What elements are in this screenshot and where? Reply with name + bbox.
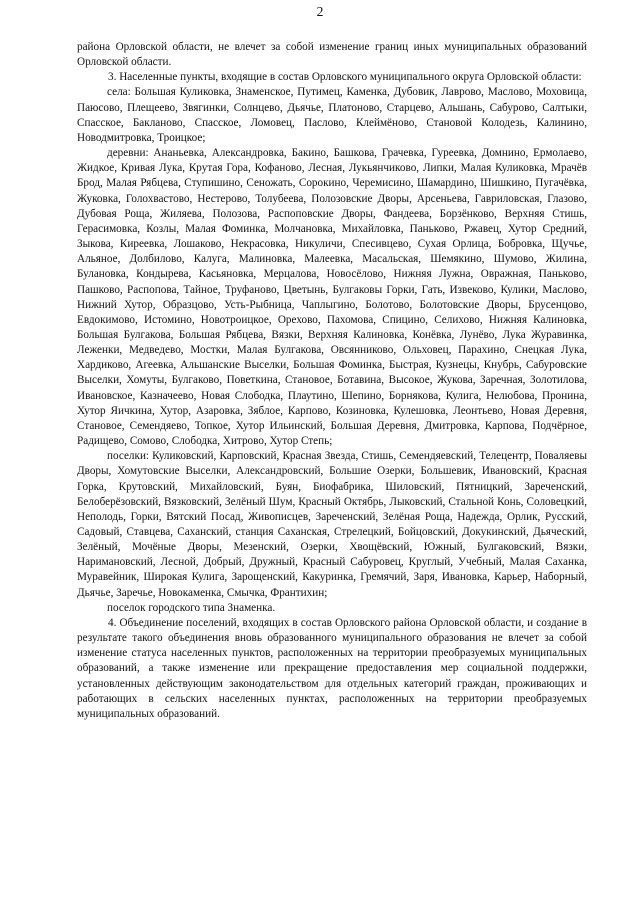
paragraph-3-heading: 3. Населенные пункты, входящие в состав Орловского муниципального округа Орловской области: [108, 71, 582, 84]
document-body [77, 40, 587, 722]
villages-selo-list: села: Большая Куликовка, Знаменское, Путимец, Каменка, Дубовик, Лаврово, Маслово, Моховица, Паюсово, Плещеево, Звягинки, Солнцево, Дьячье, Платоново, Старцево, Альшань, Сабурово, Салтыки, Спасское, Бакланово, Спасское, Ломовец, Пaслово, Клеймёново, Становой Колодезь, Калинино, Новодмитровка, Троицкое; [77, 86, 587, 144]
paragraph-4: 4. Объединение поселений, входящих в состав Орловского района Орловской области, и создание в результате такого объединения вновь образованного муниципального образования не влечет за собой изменение статуса населенных пунктов, расположенных на территории преобразуемых муниципальных образований, а также изменение или прекращение предоставления мер социальной поддержки, установленных действующим законодательством для отдельных категорий граждан, проживающих и работающих в сельских населенных пунктах, расположенных на территории преобразуемых муниципальных образований. [77, 616, 587, 720]
page-number: 2 [316, 4, 324, 19]
urban-settlement-line: поселок городского типа Знаменка. [107, 601, 276, 614]
settlements-poselki-list: поселки: Куликовский, Карповский, Красная Звезда, Стишь, Семендяевский, Телецентр, Поваляевы Дворы, Хомутовские Выселки, Александровский, Большие Озерки, Большевик, Ивановский, Красная Горка, Крутовский, Михайловский, Буян, Биофабрика, Шиловский, Пятницкий, Зареченский, Белоберёзовский, Вязковский, Зелёный Шум, Красный Октябрь, Лыковский, Стальной Конь, Соловецкий, Неполодь, Горки, Вятский Посад, Живописцев, Зареченский, Зелёная Роща, Надежда, Орлик, Русский, Садовый, Ставцева, Саханский, станция Саханская, Стрелецкий, Бойцовский, Докукинский, Дьяческий, Зелёный, Мочёные Дворы, Мезенский, Озерки, Хвощёвский, Южный, Булгаковский, Вязки, Наримановский, Лесной, Добрый, Дружный, Красный Сабуровец, Круглый, Учебный, Малая Саханка, Муравейник, Широкая Кулига, Зарощенский, Какуринка, Гремячий, Заря, Ивановка, Карьер, Наборный, Дьячье, Заречье, Новокаменка, Смычка, Франтихин; [77, 450, 587, 599]
villages-derevni-list: деревни: Ананьевка, Александровка, Бакино, Башкова, Грачевка, Гуреевка, Домнино, Ермолаево, Жидкое, Кривая Лука, Крутая Гора, Кофаново, Лесная, Лукьянчиково, Липки, Малая Куликовка, Мрачёв Брод, Малая Рябцева, Ступишино, Сеножать, Сорокино, Черемисино, Шамардино, Шишкино, Пугачёвка, Жуковка, Голохвастово, Нестерово, Толубеева, Полозовские Дворы, Арсеньева, Гавриловская, Глазово, Дубовая Роща, Жиляева, Полозова, Распоповские Дворы, Фандеева, Борзёнково, Верхняя Стишь, Герасимовка, Козлы, Малая Фоминка, Молчановка, Михайловка, Паньково, Ржавец, Хутор Средний, Зыкова, Киреевка, Лошаково, Некрасовка, Никуличи, Спесивцево, Сухая Орлица, Бобровка, Щучье, Альяное, Долбилово, Калуга, Малиновка, Малеевка, Масальская, Шемякино, Шумово, Жилина, Булановка, Кондырева, Касьяновка, Мерцалова, Новосёлово, Нижняя Лужна, Овражная, Паньково, Пашково, Распопова, Тайное, Труфаново, Цветынь, Булгаковы Горки, Гать, Извеково, Кулики, Маслово, Нижний Хутор, Образцово, Усть-Рыбница, Чаплыгино, Болотово, Болотовские Дворы, Брусенцово, Евдокимово, Истомино, Новотроицкое, Орехово, Пахомова, Спицино, Селихово, Нижняя Калиновка, Большая Булгакова, Большая Рябцева, Вязки, Верхняя Калиновка, Конёвка, Лунёво, Лука Журавинка, Леженки, Медведево, Мостки, Малая Булгакова, Овсянниково, Ольховец, Парахино, Снецкая Лука, Хардиково, Агеевка, Альшанские Выселки, Большая Фоминка, Быстрая, Кузнецы, Кнубрь, Сабуровские Выселки, Хомуты, Булгаково, Поветкина, Становое, Ботавина, Высокое, Жукова, Заречная, Золотилова, Ивановское, Казначеево, Новая Слободка, Плаутино, Шепино, Борнякова, Кулига, Нелюбова, Пронина, Хутор Яичкина, Хутор, Азаровка, Зяблое, Карпово, Козиновка, Кулешовка, Леонтьево, Новая Деревня, Становое, Семендяево, Топкое, Хутор Ильинский, Большая Деревня, Дмитровка, Карпова, Подчёрное, Радищево, Сомово, Слободка, Хитрово, Хутор Степь; [77, 147, 587, 448]
paragraph-continuation: района Орловской области, не влечет за собой изменение границ иных муниципальных образований Орловской области. [77, 41, 587, 69]
